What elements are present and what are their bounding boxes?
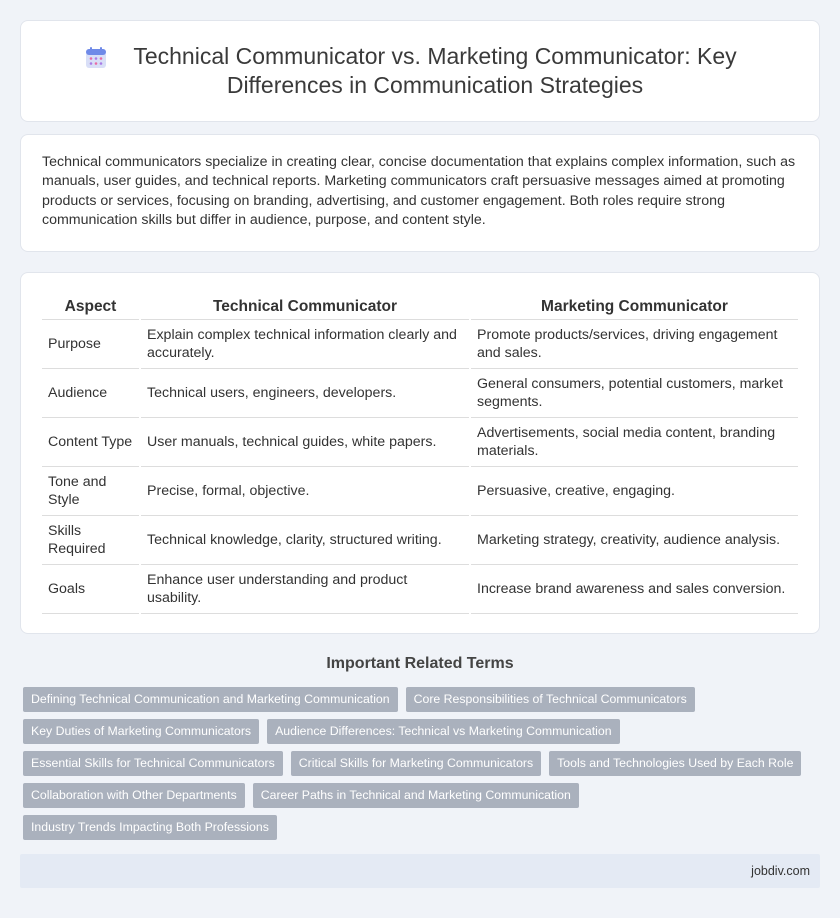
table-row (42, 417, 798, 466)
intro-paragraph: Technical communicators specialize in creating clear, concise documentation that explains complex information, such as manuals, user guides, and technical reports. Marketing communicators craft persuasive messages aimed at promoting products or services, focusing on branding, advertising, and customer engagement. Both roles require strong communication skills but differ in audience, purpose, and content style. (42, 154, 796, 228)
tag-row (23, 783, 813, 815)
related-term-tag[interactable]: Career Paths in Technical and Marketing Communication (253, 783, 579, 808)
header-marketing: Marketing Communicator (470, 296, 798, 319)
related-term-tag[interactable]: Collaboration with Other Departments (23, 783, 245, 808)
technical-cell: Enhance user understanding and product usability. (140, 564, 470, 613)
technical-cell: Explain complex technical information clearly and accurately. (140, 319, 470, 368)
aspect-cell: Skills Required (42, 515, 140, 564)
tag-row (23, 751, 813, 783)
marketing-cell: Marketing strategy, creativity, audience analysis. (470, 515, 798, 564)
related-term-tag[interactable]: Tools and Technologies Used by Each Role (549, 751, 801, 776)
tag-row (23, 719, 813, 751)
aspect-cell: Purpose (42, 319, 140, 368)
footer-site: jobdiv.com (751, 864, 810, 878)
aspect-cell: Tone and Style (42, 466, 140, 515)
header-technical: Technical Communicator (140, 296, 470, 319)
header-aspect: Aspect (42, 296, 140, 319)
related-term-tag[interactable]: Core Responsibilities of Technical Communicators (406, 687, 695, 712)
table-row (42, 319, 798, 368)
aspect-cell: Audience (42, 368, 140, 417)
aspect-cell: Goals (42, 564, 140, 613)
footer (20, 854, 820, 888)
marketing-cell: General consumers, potential customers, market segments. (470, 368, 798, 417)
tag-row (23, 815, 813, 847)
related-term-tag[interactable]: Defining Technical Communication and Marketing Communication (23, 687, 398, 712)
table-header-row (42, 296, 798, 319)
header-card (20, 20, 820, 122)
comparison-table (42, 296, 798, 614)
related-terms-title: Important Related Terms (326, 655, 514, 672)
table-row (42, 564, 798, 613)
comparison-card (20, 272, 820, 634)
related-term-tag[interactable]: Essential Skills for Technical Communicators (23, 751, 283, 776)
technical-cell: User manuals, technical guides, white papers. (140, 417, 470, 466)
marketing-cell: Persuasive, creative, engaging. (470, 466, 798, 515)
marketing-cell: Promote products/services, driving engagement and sales. (470, 319, 798, 368)
technical-cell: Technical users, engineers, developers. (140, 368, 470, 417)
technical-cell: Precise, formal, objective. (140, 466, 470, 515)
marketing-cell: Advertisements, social media content, branding materials. (470, 417, 798, 466)
tag-row (23, 687, 813, 719)
related-terms-list (23, 687, 813, 847)
related-term-tag[interactable]: Industry Trends Impacting Both Professions (23, 815, 277, 840)
aspect-cell: Content Type (42, 417, 140, 466)
table-row (42, 368, 798, 417)
table-row (42, 466, 798, 515)
technical-cell: Technical knowledge, clarity, structured writing. (140, 515, 470, 564)
related-term-tag[interactable]: Key Duties of Marketing Communicators (23, 719, 259, 744)
related-term-tag[interactable]: Audience Differences: Technical vs Marketing Communication (267, 719, 620, 744)
table-row (42, 515, 798, 564)
related-term-tag[interactable]: Critical Skills for Marketing Communicators (291, 751, 541, 776)
page-title: Technical Communicator vs. Marketing Communicator: Key Differences in Communication Strategies (133, 43, 737, 98)
marketing-cell: Increase brand awareness and sales conversion. (470, 564, 798, 613)
intro-card (20, 134, 820, 252)
